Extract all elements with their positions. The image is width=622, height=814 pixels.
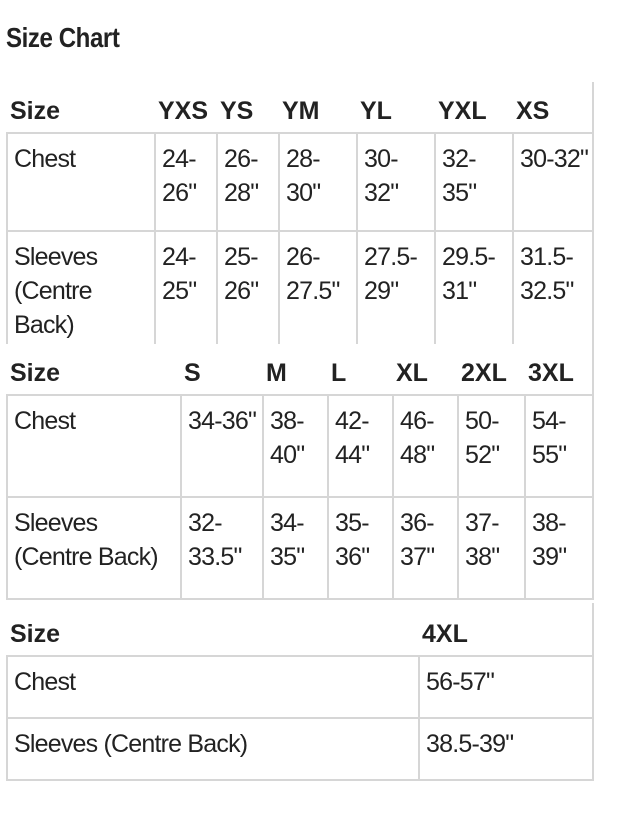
table-cell: 56-57" [418,655,592,717]
table-cell: 42-44" [327,394,392,496]
table-cell: 27.5-29" [356,230,434,348]
size-header-m: M [262,344,327,394]
table-cell: 32-33.5" [180,496,262,598]
table-cell: 26-28" [216,132,278,230]
row-label-chest: Chest [6,394,180,496]
table-cell: 29.5-31" [434,230,512,348]
table-cell: 37-38" [457,496,524,598]
size-header-s: S [180,344,262,394]
size-header-2xl: 2XL [457,344,524,394]
size-header-yl: YL [356,82,434,132]
size-table-youth [6,82,594,350]
table-row-sleeves [6,230,592,348]
table-cell: 38.5-39" [418,717,592,779]
header-row [6,82,592,132]
table-cell: 28-30" [278,132,356,230]
size-header-label: Size [6,344,180,394]
table-cell: 30-32" [512,132,592,230]
table-cell: 34-35" [262,496,327,598]
table-cell: 46-48" [392,394,457,496]
header-row [6,603,592,655]
table-cell: 32-35" [434,132,512,230]
table-cell: 54-55" [524,394,592,496]
size-table-4xl [6,603,594,781]
row-label-chest: Chest [6,655,418,717]
table-cell: 50-52" [457,394,524,496]
table-cell: 24-25" [154,230,216,348]
table-cell: 38-39" [524,496,592,598]
table-row-chest [6,655,592,717]
size-header-xl: XL [392,344,457,394]
row-label-chest: Chest [6,132,154,230]
header-row [6,344,592,394]
table-row-sleeves [6,496,592,598]
row-label-sleeves: Sleeves (Centre Back) [6,230,154,348]
table-cell: 30-32" [356,132,434,230]
row-label-sleeves: Sleeves (Centre Back) [6,717,418,779]
size-header-l: L [327,344,392,394]
size-header-yxs: YXS [154,82,216,132]
table-row-chest [6,394,592,496]
table-cell: 26-27.5" [278,230,356,348]
size-header-label: Size [6,82,154,132]
size-header-xs: XS [512,82,592,132]
row-label-sleeves: Sleeves (Centre Back) [6,496,180,598]
table-cell: 31.5-32.5" [512,230,592,348]
size-table-adult [6,344,594,600]
table-row-chest [6,132,592,230]
size-header-4xl: 4XL [418,603,592,655]
table-row-sleeves [6,717,592,779]
table-cell: 36-37" [392,496,457,598]
table-cell: 35-36" [327,496,392,598]
size-header-ym: YM [278,82,356,132]
table-cell: 38-40" [262,394,327,496]
table-cell: 25-26" [216,230,278,348]
page-title: Size Chart [6,22,120,53]
size-header-yxl: YXL [434,82,512,132]
table-cell: 24-26" [154,132,216,230]
size-header-3xl: 3XL [524,344,592,394]
table-cell: 34-36" [180,394,262,496]
size-header-label: Size [6,603,418,655]
size-header-ys: YS [216,82,278,132]
